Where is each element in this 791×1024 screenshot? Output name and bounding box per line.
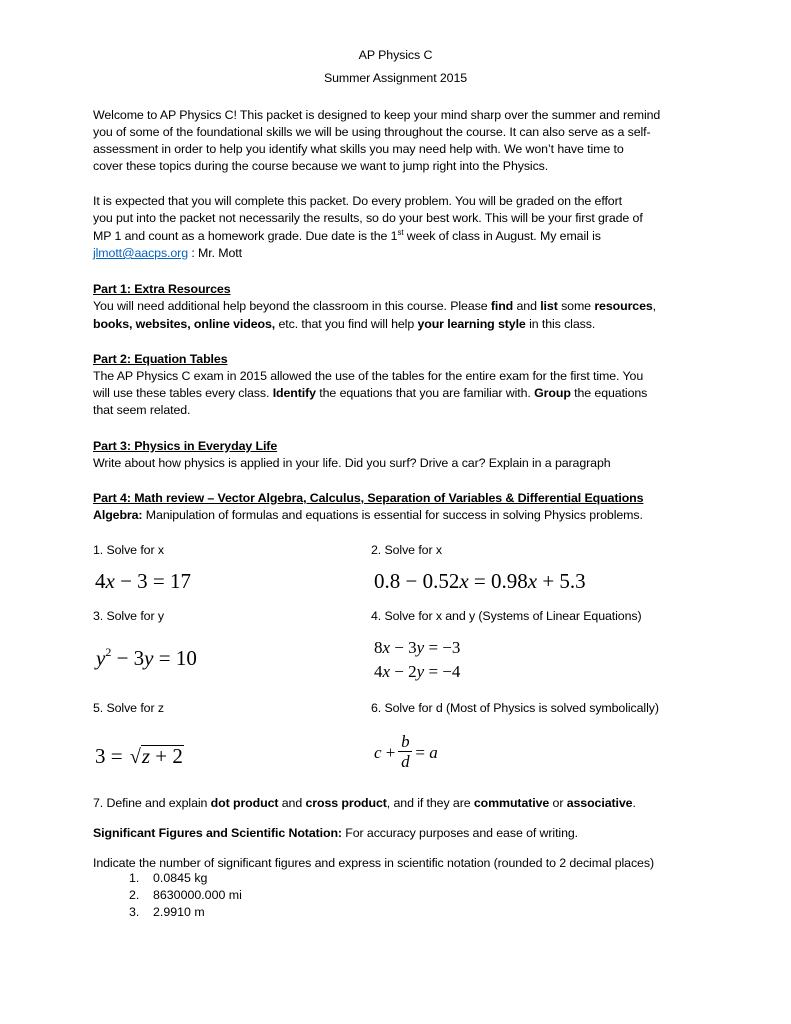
problem-3-equation: $y^2 - 3y = 10$ — [96, 645, 197, 670]
question-7: 7. Define and explain dot product and cross product, and if they are commutative or associative. — [93, 796, 636, 810]
sigfigs-heading: Significant Figures and Scientific Notation: For accuracy purposes and ease of writing. — [93, 826, 578, 840]
email-link[interactable]: jlmott@aacps.org — [93, 246, 188, 260]
problem-3-label: 3. Solve for y — [93, 609, 164, 623]
part3-heading: Part 3: Physics in Everyday Life — [93, 439, 278, 453]
part1-line: books, websites, online videos, etc. that you find will help your learning style in this class. — [93, 317, 596, 331]
problem-4-equation-2: 4x − 2y = −4 — [374, 662, 461, 681]
problem-6-equation: c + $\frac{b}{d}$ = a — [374, 732, 438, 771]
part2-line: that seem related. — [93, 403, 191, 417]
fraction: $\frac{b}{d}$ — [398, 733, 412, 772]
ordinal-suffix: st — [397, 228, 404, 237]
document-subtitle: Summer Assignment 2015 — [323, 71, 468, 85]
part2-heading: Part 2: Equation Tables — [93, 352, 228, 366]
expectations-line: MP 1 and count as a homework grade. Due date is the 1st week of class in August. My email is — [93, 228, 601, 243]
square-root: √z + 2 — [129, 744, 183, 768]
expectations-line: you put into the packet not necessarily the results, so do your best work. This will be your first grade of — [93, 211, 643, 225]
part1-heading: Part 1: Extra Resources — [93, 282, 231, 296]
problem-4-equation-1: 8x − 3y = −3 — [374, 638, 461, 657]
problem-2-equation: 0.8 − 0.52x = 0.98x + 5.3 — [374, 569, 586, 593]
sigfigs-list — [129, 870, 242, 921]
problem-6-label: 6. Solve for d (Most of Physics is solved symbolically) — [371, 701, 659, 715]
problem-4-label: 4. Solve for x and y (Systems of Linear Equations) — [371, 609, 642, 623]
part1-line: You will need additional help beyond the classroom in this course. Please find and list some resources, — [93, 299, 657, 313]
problem-5-equation: 3 = √z + 2 — [95, 744, 183, 768]
contact-line — [93, 245, 242, 262]
part3-line: Write about how physics is applied in your life. Did you surf? Drive a car? Explain in a paragraph — [93, 456, 611, 470]
list-item: 3. 2.9910 m — [129, 905, 205, 919]
problem-1-label: 1. Solve for x — [93, 543, 164, 557]
part2-line: The AP Physics C exam in 2015 allowed the use of the tables for the entire exam for the first time. You — [93, 369, 644, 383]
intro-line: cover these topics during the course because we want to jump right into the Physics. — [93, 159, 549, 173]
list-item: 1. 0.0845 kg — [129, 871, 208, 885]
intro-line: you of some of the foundational skills we will be using throughout the course. It can also serve as a self- — [93, 125, 651, 139]
intro-line: assessment in order to help you identify what skills you may need help with. We won’t have time to — [93, 142, 624, 156]
problem-2-label: 2. Solve for x — [371, 543, 442, 557]
algebra-intro: Algebra: Manipulation of formulas and equations is essential for success in solving Physics problems. — [93, 508, 643, 522]
part4-heading: Part 4: Math review – Vector Algebra, Calculus, Separation of Variables & Differential Equations — [93, 491, 644, 505]
problem-5-label: 5. Solve for z — [93, 701, 164, 715]
list-item: 2. 8630000.000 mi — [129, 888, 242, 902]
sigfigs-instruction: Indicate the number of significant figures and express in scientific notation (rounded to 2 decimal places) — [93, 856, 654, 870]
document-title: AP Physics C — [358, 48, 433, 62]
part2-line: will use these tables every class. Identify the equations that you are familiar with. Group the equations — [93, 386, 648, 400]
problem-1-equation: 4x − 3 = 17 — [95, 569, 192, 593]
signature: : Mr. Mott — [188, 246, 242, 260]
intro-line: Welcome to AP Physics C! This packet is designed to keep your mind sharp over the summer and remind — [93, 108, 661, 122]
expectations-line: It is expected that you will complete this packet. Do every problem. You will be graded on the effort — [93, 194, 622, 208]
